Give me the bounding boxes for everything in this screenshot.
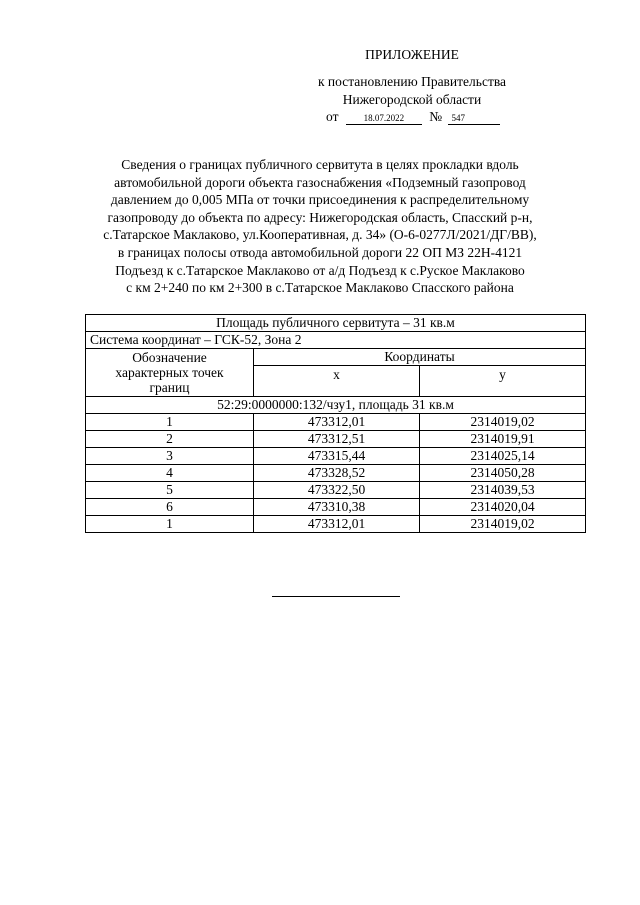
heading-line: давлением до 0,005 МПа от точки присоединения к распределительному <box>110 192 530 208</box>
point-cell: 2 <box>86 431 254 448</box>
y-header-cell: y <box>420 366 586 397</box>
area-title-cell: Площадь публичного сервитута – 31 кв.м <box>86 315 586 332</box>
heading-line: автомобильной дороги объекта газоснабжения «Подземный газопровод <box>114 174 526 190</box>
table-row <box>86 431 586 448</box>
point-cell: 3 <box>86 448 254 465</box>
x-cell: 473312,51 <box>254 431 420 448</box>
heading-line: Подъезд к с.Татарское Маклаково от а/д Подъезд к с.Руское Маклаково <box>115 262 525 278</box>
point-cell: 1 <box>86 516 254 533</box>
point-cell: 6 <box>86 499 254 516</box>
point-cell: 1 <box>86 414 254 431</box>
x-cell: 473322,50 <box>254 482 420 499</box>
heading-line: Сведения о границах публичного сервитута в целях прокладки вдоль <box>121 157 519 172</box>
y-cell: 2314039,53 <box>420 482 586 499</box>
heading-line: в границах полосы отвода автомобильной дороги 22 ОП МЗ 22Н-4121 <box>117 244 523 260</box>
point-cell: 4 <box>86 465 254 482</box>
table-row <box>86 414 586 431</box>
heading-line: с.Татарское Маклаково, ул.Кооперативная, д. 34» (О-6-0277Л/2021/ДГ/ВВ), <box>103 227 537 243</box>
coordinates-table <box>85 314 586 533</box>
points-header-cell: Обозначение характерных точек границ <box>86 349 254 397</box>
point-cell: 5 <box>86 482 254 499</box>
x-cell: 473310,38 <box>254 499 420 516</box>
coord-system-cell: Система координат – ГСК-52, Зона 2 <box>86 332 586 349</box>
x-cell: 473315,44 <box>254 448 420 465</box>
parcel-cell: 52:29:0000000:132/чзу1, площадь 31 кв.м <box>86 397 586 414</box>
table-row <box>86 499 586 516</box>
y-cell: 2314050,28 <box>420 465 586 482</box>
x-cell: 473312,01 <box>254 414 420 431</box>
document-heading <box>60 156 580 297</box>
end-divider <box>272 596 400 597</box>
y-cell: 2314020,04 <box>420 499 586 516</box>
table-row <box>86 465 586 482</box>
y-cell: 2314025,14 <box>420 448 586 465</box>
decree-date: 18.07.2022 <box>346 113 422 125</box>
number-sign: № <box>429 109 443 124</box>
y-cell: 2314019,02 <box>420 414 586 431</box>
x-cell: 473328,52 <box>254 465 420 482</box>
appendix-title: ПРИЛОЖЕНИЕ <box>365 47 459 62</box>
heading-line: с км 2+240 по км 2+300 в с.Татарское Маклаково Спасского района <box>126 280 514 296</box>
table-row <box>86 448 586 465</box>
table-row <box>86 482 586 499</box>
decree-number: 547 <box>448 113 500 125</box>
appendix-decree-line: к постановлению Правительства <box>317 74 507 89</box>
y-cell: 2314019,02 <box>420 516 586 533</box>
x-cell: 473312,01 <box>254 516 420 533</box>
x-header-cell: x <box>254 366 420 397</box>
heading-line: газопроводу до объекта по адресу: Нижегородская область, Спасский р-н, <box>107 209 533 225</box>
y-cell: 2314019,91 <box>420 431 586 448</box>
coords-header-cell: Координаты <box>254 349 586 366</box>
table-row <box>86 516 586 533</box>
from-label: от <box>326 109 339 124</box>
appendix-region-line: Нижегородской области <box>342 92 482 107</box>
decree-date-row <box>326 108 500 125</box>
